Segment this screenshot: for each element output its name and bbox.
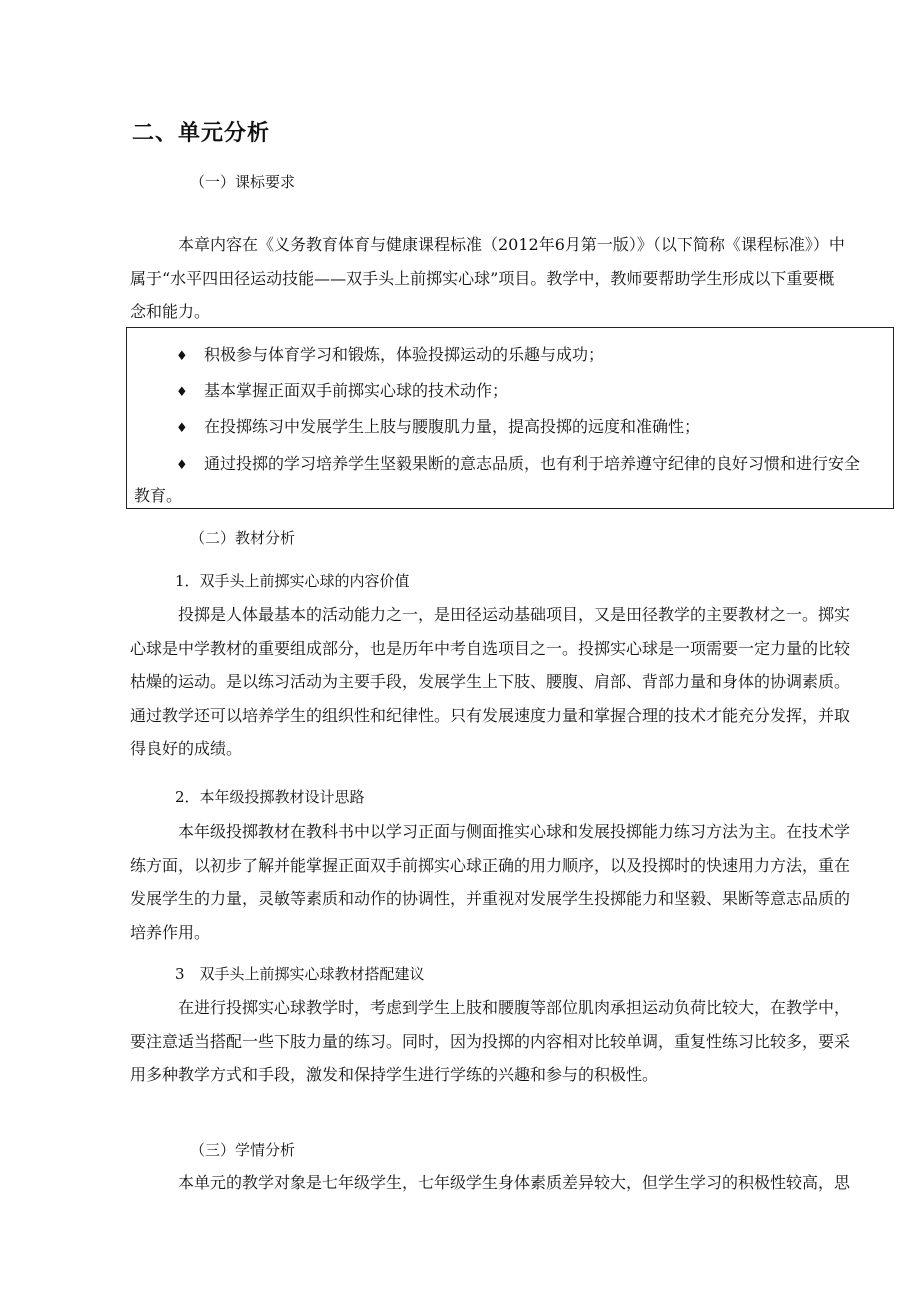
paragraph-line: 在进行投掷实心球教学时，考虑到学生上肢和腰腹等部位肌肉承担运动负荷比较大，在教学中， (178, 998, 851, 1017)
subsection-title-2: （二）教材分析 (190, 529, 296, 547)
item3-paragraph (130, 991, 892, 1092)
item-title-2: 2．本年级投掷教材设计思路 (175, 788, 365, 806)
paragraph-line: 通过教学还可以培养学生的组织性和纪律性。只有发展速度力量和掌握合理的技术才能充分发挥，并取 (130, 705, 851, 725)
bullet-item: ♦ 基本掌握正面双手前掷实心球的技术动作； (176, 381, 509, 400)
paragraph-line: 练方面，以初步了解并能掌握正面双手前掷实心球正确的用力顺序，以及投掷时的快速用力方法，重在 (130, 855, 851, 875)
subsection-title-1: （一）课标要求 (190, 173, 296, 191)
diamond-bullet-icon: ♦ (176, 458, 188, 473)
diamond-bullet-icon: ♦ (176, 385, 188, 400)
diamond-bullet-icon: ♦ (176, 349, 188, 364)
section1-paragraph (130, 228, 892, 329)
bullet-item: ♦ 积极参与体育学习和锻炼，体验投掷运动的乐趣与成功； (176, 345, 605, 364)
paragraph-line: 培养作用。 (130, 922, 211, 942)
paragraph-line: 发展学生的力量，灵敏等素质和动作的协调性，并重视对发展学生投掷能力和坚毅、果断等意志品质的 (130, 889, 851, 908)
subsection-title-3: （三）学情分析 (190, 1141, 296, 1159)
item2-paragraph (130, 815, 892, 949)
paragraph-line: 念和能力。 (130, 302, 211, 321)
paragraph-line: 用多种教学方式和手段，激发和保持学生进行学练的兴趣和参与的积极性。 (130, 1065, 659, 1084)
diamond-bullet-icon: ♦ (176, 421, 188, 436)
section3-paragraph (130, 1166, 892, 1200)
bullet-item: ♦ 通过投掷的学习培养学生坚毅果断的意志品质，也有利于培养遵守纪律的良好习惯和进行安全 (176, 454, 861, 473)
paragraph-line: 要注意适当搭配一些下肢力量的练习。同时，因为投掷的内容相对比较单调，重复性练习比较多，要采 (130, 1031, 851, 1051)
paragraph-line: 得良好的成绩。 (130, 739, 243, 758)
paragraph-line: 本章内容在《义务教育体育与健康课程标准（2012年6月第一版）》（以下简称《课程标准》）中 (178, 235, 845, 254)
item-title-3: 3 双手头上前掷实心球教材搭配建议 (175, 965, 425, 983)
bullet-continuation: 教育。 (134, 486, 183, 505)
bullet-item: ♦ 在投掷练习中发展学生上肢与腰腹肌力量，提高投掷的远度和准确性； (176, 417, 701, 436)
item1-paragraph (130, 598, 892, 766)
section-heading: 二、单元分析 (132, 121, 271, 146)
paragraph-line: 属于“水平四田径运动技能——双手头上前掷实心球”项目。教学中，教师要帮助学生形成以下重要概 (130, 268, 835, 288)
paragraph-line: 本单元的教学对象是七年级学生，七年级学生身体素质差异较大，但学生学习的积极性较高，思 (178, 1173, 851, 1192)
paragraph-line: 本年级投掷教材在教科书中以学习正面与侧面推实心球和发展投掷能力练习方法为主。在技术学 (178, 822, 851, 841)
paragraph-line: 投掷是人体最基本的活动能力之一，是田径运动基础项目，又是田径教学的主要教材之一。掷实 (178, 605, 851, 624)
paragraph-line: 枯燥的运动。是以练习活动为主要手段，发展学生上下肢、腰腹、肩部、背部力量和身体的协调素质。 (130, 672, 851, 691)
item-title-1: 1．双手头上前掷实心球的内容价值 (175, 572, 410, 590)
paragraph-line: 心球是中学教材的重要组成部分，也是历年中考自选项目之一。投掷实心球是一项需要一定力量的比较 (130, 638, 851, 658)
